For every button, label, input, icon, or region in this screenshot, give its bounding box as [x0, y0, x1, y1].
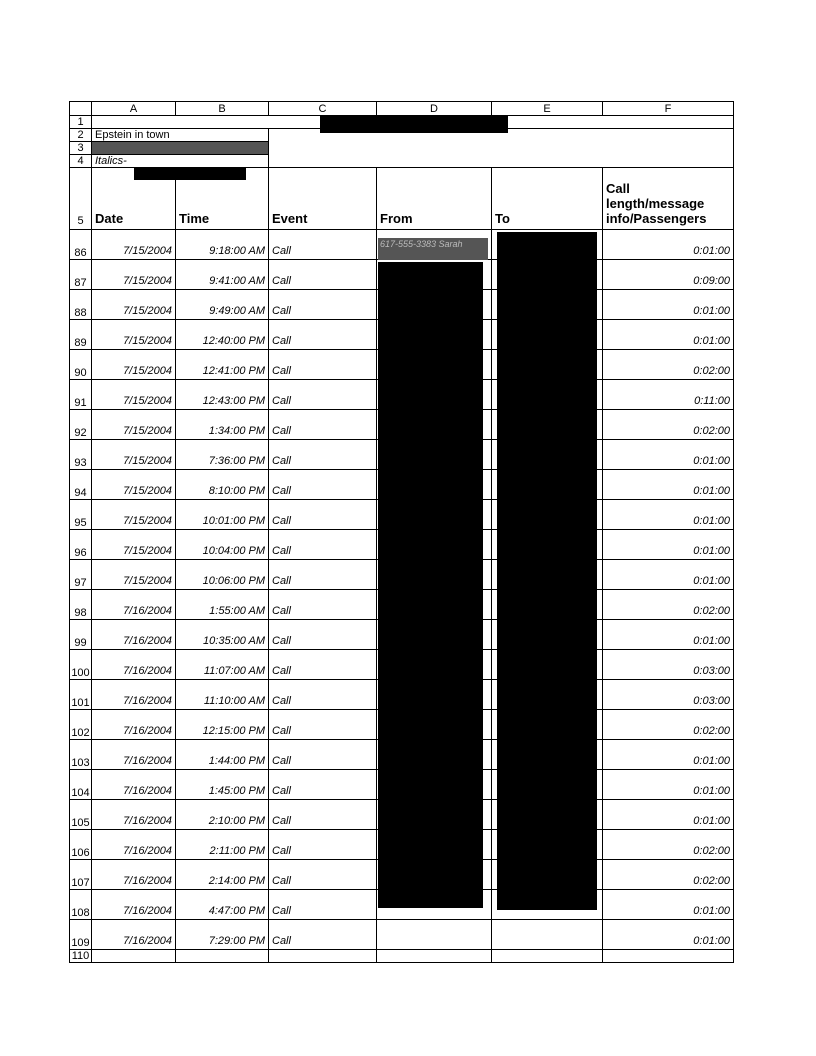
header-time: Time	[176, 168, 269, 230]
cell-date: 7/15/2004	[92, 470, 176, 500]
header-date: Date	[92, 168, 176, 230]
cell-call-length: 0:01:00	[603, 560, 734, 590]
row-number: 96	[70, 530, 92, 560]
cell-call-length: 0:02:00	[603, 350, 734, 380]
row-number: 89	[70, 320, 92, 350]
cell-time: 10:01:00 PM	[176, 500, 269, 530]
row-number: 93	[70, 440, 92, 470]
cell-call-length: 0:03:00	[603, 680, 734, 710]
cell-call-length: 0:01:00	[603, 500, 734, 530]
cell-event: Call	[269, 620, 377, 650]
cell-call-length: 0:01:00	[603, 530, 734, 560]
cell-time: 2:14:00 PM	[176, 860, 269, 890]
cell-date: 7/15/2004	[92, 440, 176, 470]
cell-call-length: 0:11:00	[603, 380, 734, 410]
cell-call-length: 0:01:00	[603, 290, 734, 320]
cell-date: 7/15/2004	[92, 230, 176, 260]
redaction-to-column	[497, 232, 597, 910]
column-header-a: A	[92, 102, 176, 116]
cell-event: Call	[269, 920, 377, 950]
row-number: 4	[70, 155, 92, 168]
legend-shaded-cell	[92, 142, 269, 155]
legend-epstein-in-town: Epstein in town	[92, 129, 269, 142]
empty-cell	[603, 950, 734, 963]
cell-call-length: 0:01:00	[603, 320, 734, 350]
cell-time: 10:06:00 PM	[176, 560, 269, 590]
cell-date: 7/16/2004	[92, 800, 176, 830]
cell-time: 11:07:00 AM	[176, 650, 269, 680]
empty-cell	[176, 950, 269, 963]
cell-call-length: 0:02:00	[603, 410, 734, 440]
cell-date: 7/16/2004	[92, 920, 176, 950]
cell-time: 4:47:00 PM	[176, 890, 269, 920]
cell-call-length: 0:01:00	[603, 740, 734, 770]
header-call-length: Call length/message info/Passengers	[603, 168, 734, 230]
cell-event: Call	[269, 260, 377, 290]
empty-cell	[92, 950, 176, 963]
cell-time: 9:41:00 AM	[176, 260, 269, 290]
corner-cell	[70, 102, 92, 116]
cell-event: Call	[269, 740, 377, 770]
cell-event: Call	[269, 500, 377, 530]
column-letter-row	[70, 102, 734, 116]
cell-call-length: 0:01:00	[603, 620, 734, 650]
cell-event: Call	[269, 380, 377, 410]
row-number: 5	[70, 168, 92, 230]
cell-to	[492, 920, 603, 950]
cell-event: Call	[269, 230, 377, 260]
row-number: 107	[70, 860, 92, 890]
cell-event: Call	[269, 890, 377, 920]
cell-event: Call	[269, 800, 377, 830]
cell-call-length: 0:01:00	[603, 800, 734, 830]
row-number: 91	[70, 380, 92, 410]
cell-call-length: 0:01:00	[603, 470, 734, 500]
cell-date: 7/15/2004	[92, 350, 176, 380]
cell-from	[377, 920, 492, 950]
cell-event: Call	[269, 590, 377, 620]
legend-blank-area	[269, 129, 734, 168]
cell-time: 10:04:00 PM	[176, 530, 269, 560]
row-number: 104	[70, 770, 92, 800]
row-number: 3	[70, 142, 92, 155]
cell-event: Call	[269, 680, 377, 710]
row-number: 2	[70, 129, 92, 142]
cell-time: 10:35:00 AM	[176, 620, 269, 650]
redaction-title	[320, 116, 508, 133]
cell-call-length: 0:03:00	[603, 650, 734, 680]
empty-cell	[377, 950, 492, 963]
legend-italics-label: Italics-	[95, 155, 127, 167]
cell-time: 1:34:00 PM	[176, 410, 269, 440]
cell-event: Call	[269, 710, 377, 740]
row-number: 97	[70, 560, 92, 590]
row-number: 86	[70, 230, 92, 260]
cell-date: 7/15/2004	[92, 290, 176, 320]
cell-event: Call	[269, 290, 377, 320]
row-number: 108	[70, 890, 92, 920]
cell-time: 1:45:00 PM	[176, 770, 269, 800]
cell-date: 7/16/2004	[92, 770, 176, 800]
empty-cell	[269, 950, 377, 963]
row-number: 99	[70, 620, 92, 650]
row-number: 103	[70, 740, 92, 770]
cell-date: 7/15/2004	[92, 260, 176, 290]
row-number: 88	[70, 290, 92, 320]
row-number: 87	[70, 260, 92, 290]
cell-date: 7/16/2004	[92, 650, 176, 680]
row-number: 110	[70, 950, 92, 963]
cell-time: 12:43:00 PM	[176, 380, 269, 410]
row-number: 106	[70, 830, 92, 860]
cell-call-length: 0:09:00	[603, 260, 734, 290]
cell-event: Call	[269, 470, 377, 500]
row-number: 90	[70, 350, 92, 380]
cell-time: 2:10:00 PM	[176, 800, 269, 830]
column-header-c: C	[269, 102, 377, 116]
row-number: 102	[70, 710, 92, 740]
cell-call-length: 0:01:00	[603, 230, 734, 260]
header-to: To	[492, 168, 603, 230]
cell-time: 11:10:00 AM	[176, 680, 269, 710]
cell-time: 12:15:00 PM	[176, 710, 269, 740]
leaked-from-text: 617-555-3383 Sarah	[380, 239, 463, 249]
cell-event: Call	[269, 650, 377, 680]
cell-call-length: 0:01:00	[603, 890, 734, 920]
cell-date: 7/16/2004	[92, 680, 176, 710]
cell-event: Call	[269, 830, 377, 860]
cell-date: 7/16/2004	[92, 830, 176, 860]
cell-call-length: 0:01:00	[603, 440, 734, 470]
cell-call-length: 0:01:00	[603, 920, 734, 950]
column-header-b: B	[176, 102, 269, 116]
cell-call-length: 0:01:00	[603, 770, 734, 800]
column-header-e: E	[492, 102, 603, 116]
row-number: 98	[70, 590, 92, 620]
cell-event: Call	[269, 410, 377, 440]
cell-time: 9:18:00 AM	[176, 230, 269, 260]
cell-call-length: 0:02:00	[603, 710, 734, 740]
cell-time: 1:55:00 AM	[176, 590, 269, 620]
row-number: 1	[70, 116, 92, 129]
cell-date: 7/15/2004	[92, 560, 176, 590]
empty-cell	[492, 950, 603, 963]
sheet-row-110	[70, 950, 734, 963]
cell-time: 1:44:00 PM	[176, 740, 269, 770]
row-number: 92	[70, 410, 92, 440]
header-event: Event	[269, 168, 377, 230]
row-number: 101	[70, 680, 92, 710]
redaction-from-column	[378, 262, 483, 908]
cell-event: Call	[269, 440, 377, 470]
cell-date: 7/15/2004	[92, 530, 176, 560]
row-number: 95	[70, 500, 92, 530]
cell-date: 7/15/2004	[92, 380, 176, 410]
cell-time: 9:49:00 AM	[176, 290, 269, 320]
cell-event: Call	[269, 530, 377, 560]
cell-event: Call	[269, 860, 377, 890]
column-header-f: F	[603, 102, 734, 116]
cell-date: 7/16/2004	[92, 890, 176, 920]
cell-date: 7/15/2004	[92, 410, 176, 440]
redaction-legend-italics	[134, 167, 246, 180]
row-number: 100	[70, 650, 92, 680]
cell-event: Call	[269, 560, 377, 590]
row-number: 109	[70, 920, 92, 950]
cell-time: 7:29:00 PM	[176, 920, 269, 950]
cell-date: 7/16/2004	[92, 710, 176, 740]
cell-time: 7:36:00 PM	[176, 440, 269, 470]
cell-date: 7/15/2004	[92, 500, 176, 530]
cell-date: 7/16/2004	[92, 860, 176, 890]
cell-date: 7/16/2004	[92, 590, 176, 620]
header-from: From	[377, 168, 492, 230]
cell-time: 12:41:00 PM	[176, 350, 269, 380]
cell-date: 7/16/2004	[92, 620, 176, 650]
cell-date: 7/15/2004	[92, 320, 176, 350]
table-row	[70, 920, 734, 950]
column-header-d: D	[377, 102, 492, 116]
cell-time: 12:40:00 PM	[176, 320, 269, 350]
cell-event: Call	[269, 320, 377, 350]
row-number: 105	[70, 800, 92, 830]
cell-event: Call	[269, 350, 377, 380]
cell-event: Call	[269, 770, 377, 800]
cell-call-length: 0:02:00	[603, 830, 734, 860]
cell-time: 8:10:00 PM	[176, 470, 269, 500]
cell-date: 7/16/2004	[92, 740, 176, 770]
cell-time: 2:11:00 PM	[176, 830, 269, 860]
legend-italics	[92, 155, 269, 168]
cell-call-length: 0:02:00	[603, 590, 734, 620]
row-number: 94	[70, 470, 92, 500]
cell-call-length: 0:02:00	[603, 860, 734, 890]
